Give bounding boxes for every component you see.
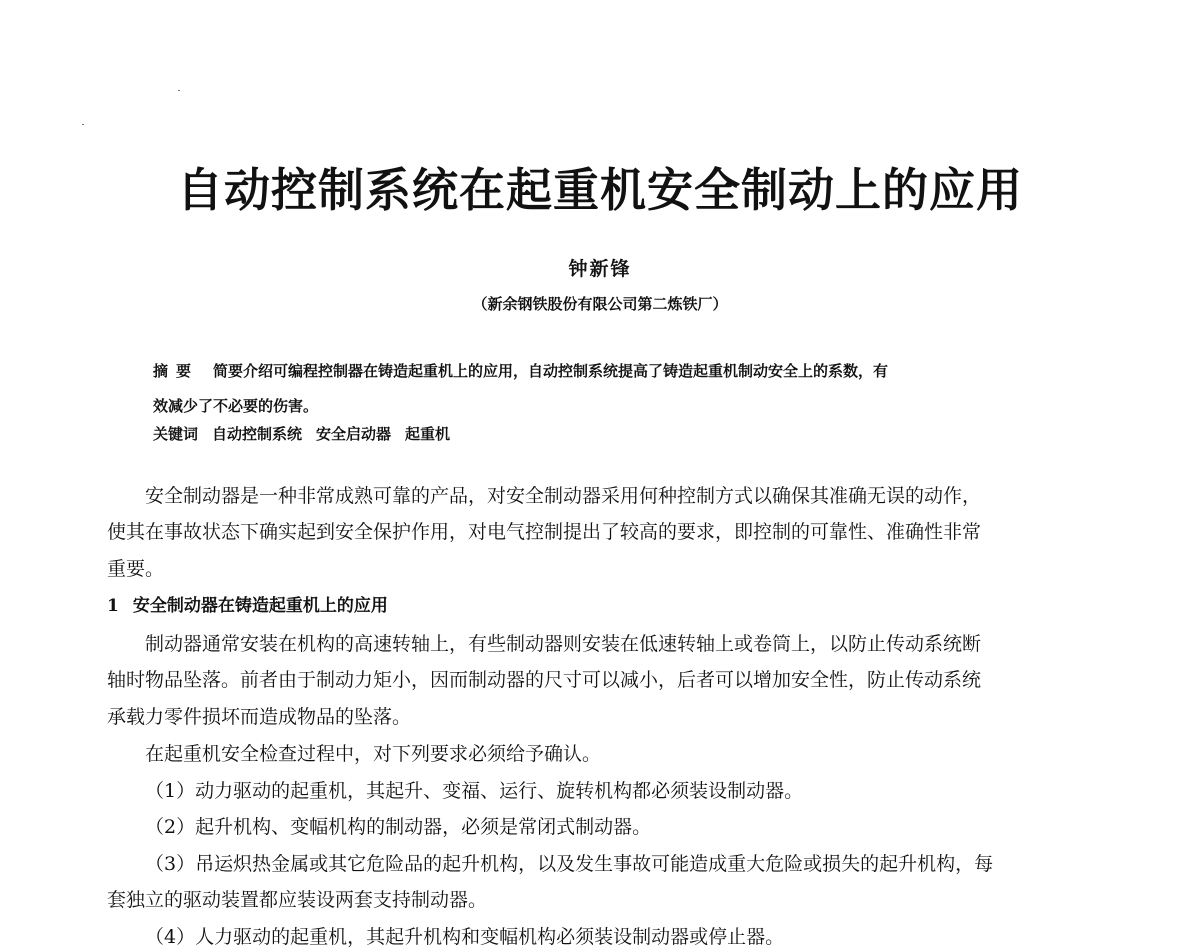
- list-item: （4）人力驱动的起重机，其起升机构和变幅机构必须装设制动器或停止器。: [145, 926, 785, 948]
- section-number: 1: [107, 596, 119, 616]
- keyword: 起重机: [405, 425, 451, 443]
- body-line: 在起重机安全检查过程中，对下列要求必须给予确认。: [145, 743, 602, 765]
- author-name: 钟新锋: [568, 258, 632, 280]
- body-line: 使其在事故状态下确实起到安全保护作用，对电气控制提出了较高的要求，即控制的可靠性、准确性非常: [107, 521, 982, 543]
- keywords-line: [153, 423, 1083, 445]
- section-title: 安全制动器在铸造起重机上的应用: [132, 596, 388, 616]
- keyword: 安全启动器: [316, 425, 392, 443]
- abstract-line: 效减少了不必要的伤害。: [153, 397, 319, 415]
- body-line: 安全制动器是一种非常成熟可靠的产品，对安全制动器采用何种控制方式以确保其准确无误的动作，: [145, 485, 982, 507]
- abstract-text: 简要介绍可编程控制器在铸造起重机上的应用，自动控制系统提高了铸造起重机制动安全上的系数，有: [213, 362, 889, 380]
- body-line: 轴时物品坠落。前者由于制动力矩小，因而制动器的尺寸可以减小，后者可以增加安全性，防止传动系统: [107, 669, 982, 691]
- paper-title: 自动控制系统在起重机安全制动上的应用: [177, 163, 1023, 217]
- body-line: 承载力零件损坏而造成物品的坠落。: [107, 706, 412, 728]
- keywords-label: 关键词: [153, 425, 199, 443]
- list-item: （3）吊运炽热金属或其它危险品的起升机构，以及发生事故可能造成重大危险或损失的起升机构，每: [145, 853, 994, 875]
- body-line: 套独立的驱动装置都应装设两套支持制动器。: [107, 889, 488, 911]
- list-item: （1）动力驱动的起重机，其起升、变福、运行、旋转机构都必须装设制动器。: [145, 780, 804, 802]
- section-heading: [107, 593, 388, 619]
- body-line: 制动器通常安装在机构的高速转轴上，有些制动器则安装在低速转轴上或卷筒上，以防止传动系统断: [145, 633, 982, 655]
- author-affiliation: （新余钢铁股份有限公司第二炼铁厂）: [472, 295, 728, 313]
- body-line: 重要。: [107, 558, 165, 580]
- scan-speck: [82, 124, 84, 125]
- list-item: （2）起升机构、变幅机构的制动器，必须是常闭式制动器。: [145, 816, 652, 838]
- keyword: 自动控制系统: [212, 425, 303, 443]
- abstract-label: 摘要: [153, 362, 200, 380]
- abstract-line: [153, 360, 1083, 382]
- scan-speck: [178, 90, 180, 91]
